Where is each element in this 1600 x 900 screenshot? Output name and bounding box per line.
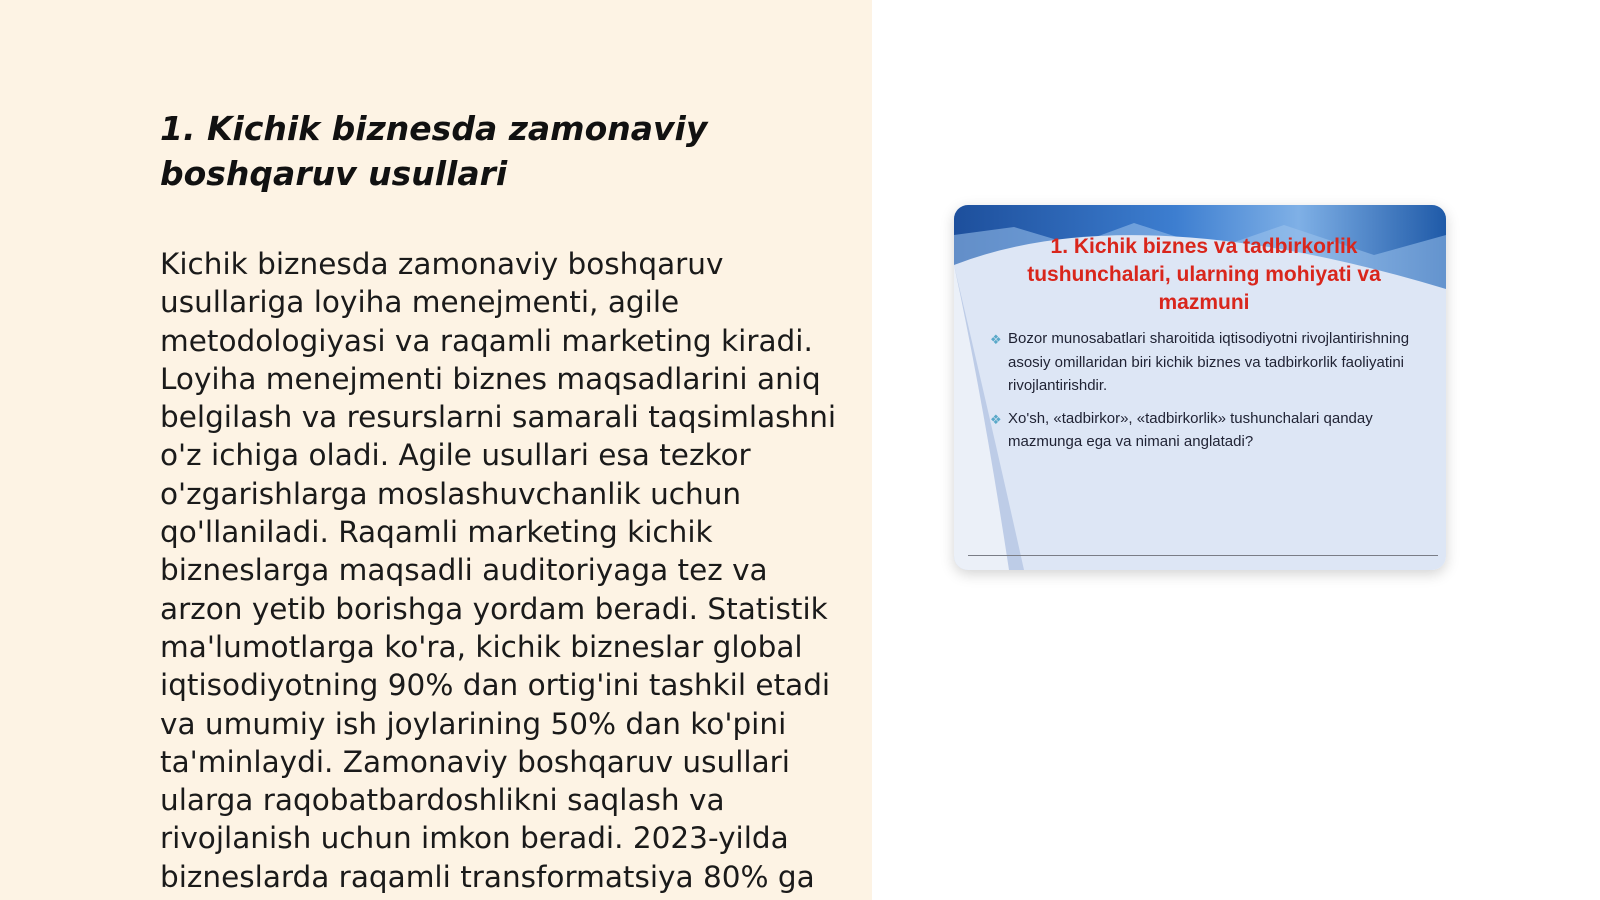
thumbnail-bullet <box>990 327 1410 398</box>
diamond-bullet-icon: ❖ <box>990 332 1002 347</box>
thumbnail-bullet-text: Bozor munosabatlari sharoitida iqtisodiyotni rivojlantirishning asosiy omillaridan biri kichik biznes va tadbirkorlik faoliyatini rivojlantirishdir. <box>1008 330 1410 394</box>
diamond-bullet-icon: ❖ <box>990 411 1002 427</box>
thumbnail-bullet-list <box>990 327 1410 463</box>
thumbnail-title: 1. Kichik biznes va tadbirkorlik tushunchalari, ularning mohiyati va mazmuni <box>1027 235 1381 314</box>
thumbnail-divider <box>968 555 1438 556</box>
slide-title: 1. Kichik biznesda zamonaviy boshqaruv usullari <box>160 109 708 193</box>
thumbnail-bullet-text: Xo'sh, «tadbirkor», «tadbirkorlik» tushunchalari qanday mazmunga ega va nimani anglatadi? <box>1008 409 1373 450</box>
thumbnail-bullet <box>990 407 1410 454</box>
slide-body-text: Kichik biznesda zamonaviy boshqaruv usullariga loyiha menejmenti, agile metodologiyasi va raqamli marketing kiradi. Loyiha menejmenti biznes maqsadlarini aniq belgilash va resurslarni samarali taqsimlashni o'z ichiga oladi. Agile usullari esa tezkor o'zgarishlarga moslashuvchanlik uchun qo'llaniladi. Raqamli marketing kichik bizneslarga maqsadli auditoriyaga tez va arzon yetib borishga yordam beradi. Statistik ma'lumotlarga ko'ra, kichik bizneslar global iqtisodiyotning 90% dan ortig'ini tashkil etadi va umumiy ish joylarining 50% dan ko'pini ta'minlaydi. Zamonaviy boshqaruv usullari ularga raqobatbardoshlikni saqlash va rivojlanish uchun imkon beradi. 2023-yilda bizneslarda raqamli transformatsiya 80% ga <box>160 247 837 894</box>
slide-thumbnail-image <box>954 205 1446 570</box>
